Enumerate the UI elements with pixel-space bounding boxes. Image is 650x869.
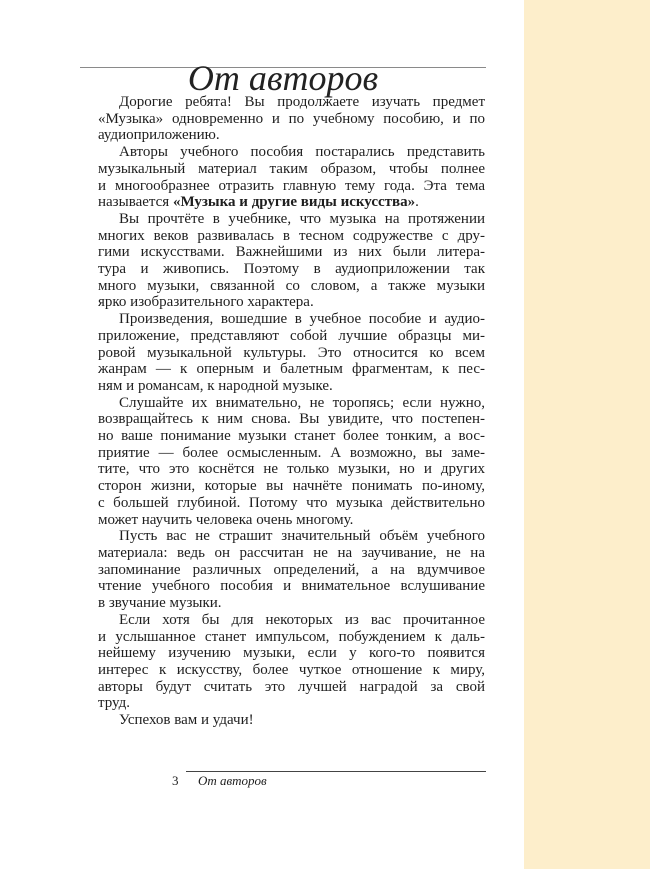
text-line: Дорогие ребята! Вы продолжаете изучать предмет — [119, 94, 485, 110]
text-line: интерес к искусству, более чуткое отношение к миру, — [98, 661, 485, 678]
paragraph — [98, 311, 485, 395]
paragraph — [98, 211, 485, 311]
text-line: труд. — [98, 695, 130, 712]
text-line: тите, что это коснётся не только музыки, но и других — [98, 461, 485, 478]
text-line: возвращайтесь к ним снова. Вы увидите, что постепен- — [98, 411, 485, 428]
text-line: чтение учебного пособия и внимательное вслушивание — [98, 578, 485, 595]
text-line: ровой музыкальной культуры. Это относится ко всем — [98, 344, 485, 361]
text-line: авторы будут считать это лучшей наградой за свой — [98, 678, 485, 695]
text-line: Слушайте их внимательно, не торопясь; если нужно, — [119, 394, 485, 411]
text-line: гими искусствами. Важнейшими из них были литера- — [98, 244, 485, 261]
text-line: Успехов вам и удачи! — [119, 712, 254, 729]
text-line: и многообразнее отразить главную тему года. Эта тема — [98, 177, 485, 194]
text-line: музыкальный материал таким образом, чтобы полнее — [98, 160, 485, 177]
page-number: 3 — [172, 773, 179, 788]
text-line: ням и романсам, к народной музыке. — [98, 377, 333, 394]
text-line: Произведения, вошедшие в учебное пособие и аудио- — [119, 311, 485, 328]
text-line: жанрам — к оперным и балетным фрагментам, к пес- — [98, 361, 485, 378]
text-line: ярко изобразительного характера. — [98, 294, 314, 311]
text-line: и услышанное станет импульсом, побуждением к даль- — [98, 628, 485, 645]
paragraph — [98, 528, 485, 612]
page-margin-sidebar — [524, 0, 650, 869]
text-line: в звучание музыки. — [98, 595, 222, 612]
text-line: приложение, представляют собой лучшие образцы ми- — [98, 327, 485, 344]
text-line — [98, 194, 485, 211]
text-line: приятие — более осмысленным. А возможно, вы заме- — [98, 444, 485, 461]
text-line: материала: ведь он рассчитан не на заучивание, не на — [98, 544, 485, 561]
text-line: с большей глубиной. Потому что музыка действительно — [98, 494, 485, 511]
text-line: нейшему изучению музыки, если у кого-то появится — [98, 645, 485, 662]
text-line: Пусть вас не страшит значительный объём учебного — [119, 528, 485, 545]
page-title: От авторов — [187, 58, 379, 98]
paragraph — [98, 144, 485, 211]
text-line: Если хотя бы для некоторых из вас прочитанное — [119, 611, 485, 628]
text-line: Вы прочтёте в учебнике, что музыка на протяжении — [119, 210, 485, 227]
paragraph — [98, 612, 485, 712]
text-segment: . — [415, 194, 419, 211]
text-line: многих веков развивалась в тесном содружестве с дру- — [98, 227, 485, 244]
text-line: сторон жизни, которые вы начнёте понимать по-иному, — [98, 478, 485, 495]
text-line: аудиоприложению. — [98, 127, 220, 144]
text-line: может научить человека очень многому. — [98, 511, 354, 528]
footer-rule — [186, 771, 486, 772]
text-line: но ваше понимание музыки станет более тонким, а вос- — [98, 428, 485, 445]
text-line: запоминание различных определений, а на вдумчивое — [98, 561, 485, 578]
bold-topic-text: «Музыка и другие виды искусства» — [172, 194, 416, 211]
text-line: тура и живопись. Поэтому в аудиоприложении так — [98, 261, 485, 278]
text-segment: называется — [98, 194, 173, 211]
paragraph — [98, 94, 485, 144]
paragraph — [98, 712, 485, 729]
text-line: «Музыка» одновременно и по учебному пособию, и по — [98, 110, 485, 127]
running-title: От авторов — [198, 773, 267, 788]
text-line: Авторы учебного пособия постарались представить — [119, 144, 485, 161]
body-text — [98, 94, 485, 729]
paragraph — [98, 395, 485, 529]
text-line: много музыки, связанной со словом, а также музыки — [98, 277, 485, 294]
